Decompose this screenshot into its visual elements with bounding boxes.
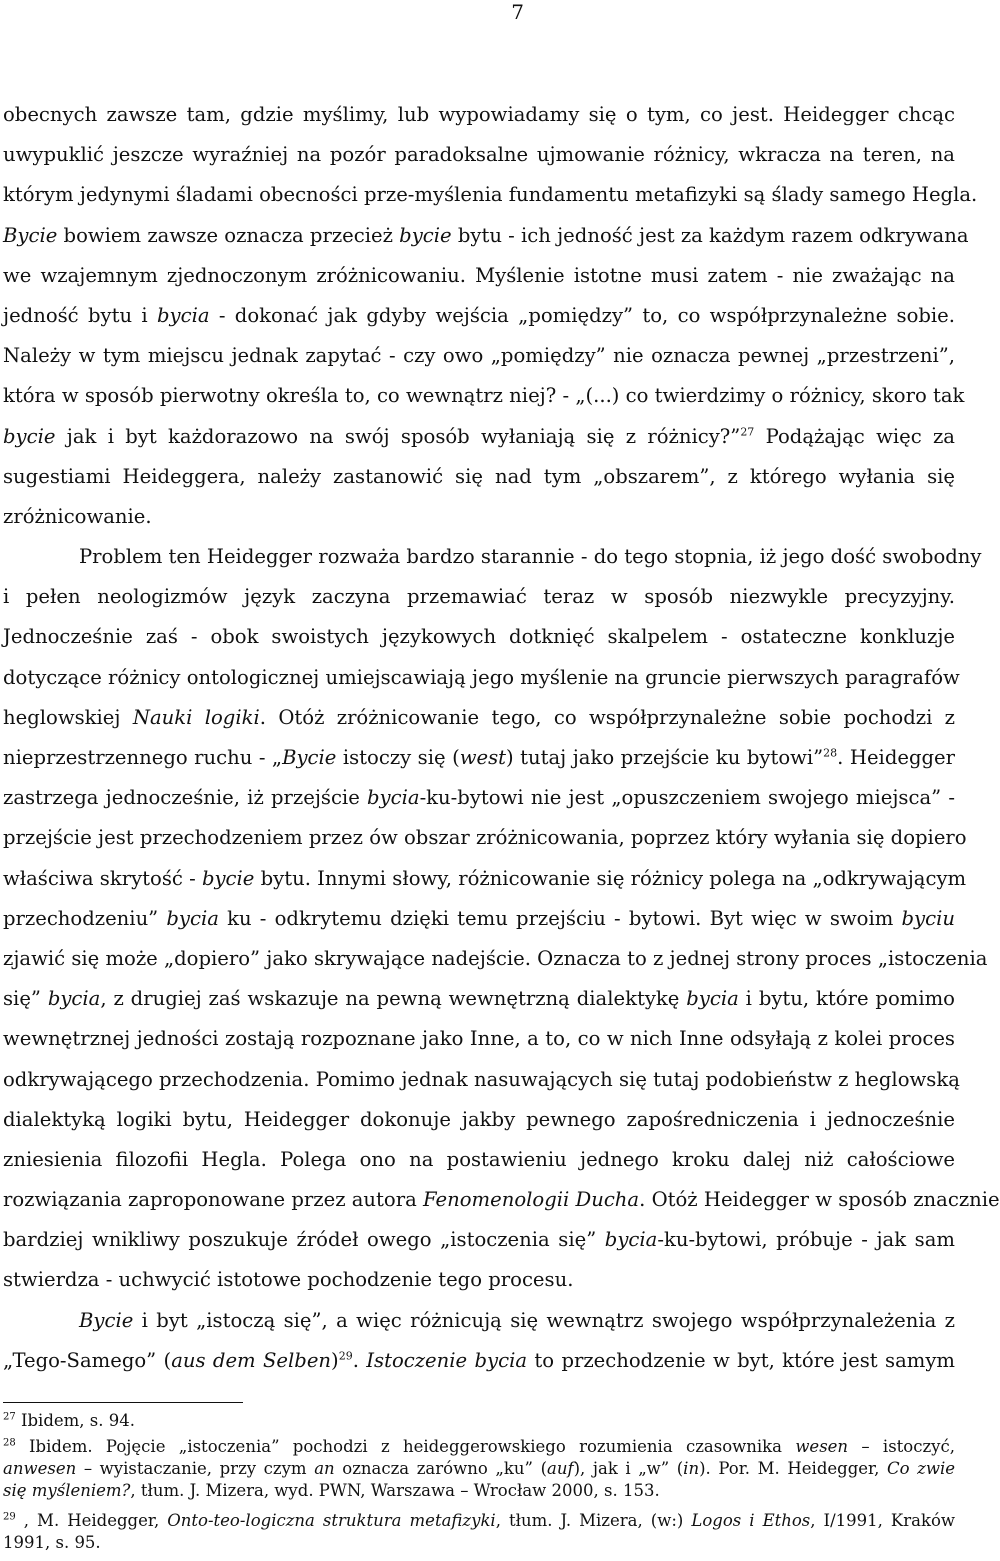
italic-term: bycia xyxy=(166,906,219,930)
text-line xyxy=(3,175,978,215)
italic-term: byciu xyxy=(901,906,955,930)
text-line xyxy=(3,216,969,256)
italic-term: bycia xyxy=(686,987,739,1011)
text-span: -ku-bytowi, próbuje - jak sam xyxy=(657,1228,955,1252)
text-span: ) tutaj jako przejście ku bytowi” xyxy=(506,746,824,769)
text-span: zastrzega jednocześnie, iż przejście xyxy=(3,786,368,810)
italic-term: Bycie xyxy=(282,746,337,769)
text-line xyxy=(3,577,955,617)
footnote-29 xyxy=(3,1510,955,1554)
text-line xyxy=(3,1180,1000,1220)
text-line xyxy=(3,1140,955,1180)
text-span: dotyczące różnicy ontologicznej umiejscawiają jego myślenie na gruncie pierwszych paragrafów xyxy=(3,665,960,689)
footnote-text: oznacza zarówno „ku” ( xyxy=(334,1459,548,1478)
text-span: wewnętrznej jedności zostają rozpoznane jako Inne, a to, co w nich Inne odsyłają z kolei proces xyxy=(3,1027,955,1051)
italic-term: auf xyxy=(547,1459,574,1478)
text-span: jedność bytu i xyxy=(3,303,157,327)
text-span: Problem ten Heidegger rozważa bardzo starannie - do tego stopnia, iż jego dość swobodny xyxy=(79,545,982,569)
text-span: zjawić się może „dopiero” jako skrywające nadejście. Oznacza to z jednej strony proces „istoczenia xyxy=(3,946,988,970)
footnote-separator xyxy=(3,1402,243,1403)
footnote-text: – wyistaczanie, przy czym xyxy=(76,1459,315,1478)
footnote-line xyxy=(3,1458,955,1480)
text-line xyxy=(3,1100,955,1140)
text-span: dialektyką logiki bytu, Heidegger dokonuje jakby pewnego zapośredniczenia i jednocześnie xyxy=(3,1107,955,1131)
italic-title: Nauki logiki xyxy=(132,705,260,729)
text-line xyxy=(3,296,955,336)
text-span: jak i byt każdorazowo na swój sposób wyłaniają się z różnicy?” xyxy=(55,424,741,448)
text-span: Podążając więc za xyxy=(754,424,955,448)
text-line xyxy=(3,135,955,175)
italic-term: Istoczenie bycia xyxy=(366,1348,528,1372)
text-span: bowiem zawsze oznacza przecież xyxy=(57,223,400,247)
text-line xyxy=(3,95,955,135)
text-line xyxy=(3,1260,955,1300)
text-line xyxy=(3,537,982,577)
text-span: którym jedynymi śladami obecności prze-myślenia fundamentu metafizyki są ślady samego Hegla. xyxy=(3,183,978,207)
main-text xyxy=(3,95,1000,1381)
italic-term: wesen xyxy=(795,1437,849,1456)
footnote-number: 28 xyxy=(3,1437,16,1449)
text-line xyxy=(3,899,955,939)
text-line xyxy=(3,497,955,537)
text-line xyxy=(3,1220,955,1260)
text-span: we wzajemnym zjednoczonym zróżnicowaniu. Myślenie istotne musi zatem - nie zważając na xyxy=(3,263,955,287)
footnote-text: , M. Heidegger, xyxy=(15,1511,168,1530)
italic-term: bycie xyxy=(3,424,56,448)
footnote-text: ). Por. M. Heidegger, xyxy=(699,1459,887,1478)
italic-title: Onto-teo-logiczna struktura metafizyki xyxy=(167,1511,496,1530)
text-span: nieprzestrzennego ruchu - „ xyxy=(3,746,283,769)
text-span: bardziej wnikliwy poszukuje źródeł owego „istoczenia się” xyxy=(3,1228,605,1252)
text-span: „Tego-Samego” ( xyxy=(3,1348,172,1372)
text-span: rozwiązania zaproponowane przez autora xyxy=(3,1188,423,1212)
italic-term: an xyxy=(314,1459,335,1478)
text-line xyxy=(3,417,955,457)
text-span: . Otóż Heidegger w sposób znacznie xyxy=(639,1188,1000,1212)
footnote-number: 29 xyxy=(3,1511,16,1523)
text-line xyxy=(3,457,955,497)
italic-title: się myśleniem? xyxy=(3,1481,131,1500)
text-span: się” xyxy=(3,987,48,1011)
italic-term: anwesen xyxy=(3,1459,77,1478)
text-line xyxy=(3,336,955,376)
footnote-line xyxy=(3,1410,955,1432)
text-span: która w sposób pierwotny określa to, co wewnątrz niej? - „(...) co twierdzimy o różnicy, skoro tak xyxy=(3,384,965,408)
italic-term: aus dem Selben xyxy=(171,1348,332,1372)
footnote-text: Ibidem. Pojęcie „istoczenia” pochodzi z heideggerowskiego rozumienia czasownika xyxy=(15,1437,796,1456)
text-span: przechodzeniu” xyxy=(3,906,167,930)
text-line xyxy=(3,818,967,858)
text-span: właściwa skrytość - xyxy=(3,866,202,890)
text-span: bytu - ich jedność jest za każdym razem odkrywana xyxy=(451,223,969,247)
text-line xyxy=(3,1019,955,1059)
italic-term: Bycie xyxy=(79,1308,134,1332)
text-line xyxy=(3,376,965,416)
text-line xyxy=(3,1341,955,1381)
italic-term: bycia xyxy=(47,987,101,1011)
italic-term: Bycie xyxy=(3,223,58,247)
text-span: ku - odkrytemu dzięki temu przejściu - bytowi. Byt więc w swoim xyxy=(218,906,902,930)
text-line xyxy=(3,859,967,899)
footnote-line xyxy=(3,1532,955,1554)
text-span: zróżnicowanie. xyxy=(3,504,152,528)
text-line xyxy=(3,256,955,296)
italic-term: in xyxy=(683,1459,700,1478)
footnote-ref[interactable]: 29 xyxy=(338,1349,353,1363)
text-span: stwierdza - uchwycić istotowe pochodzenie tego procesu. xyxy=(3,1268,574,1292)
text-span: istoczy się ( xyxy=(336,746,460,769)
text-span: heglowskiej xyxy=(3,705,133,729)
text-line xyxy=(3,617,955,657)
text-span: to przechodzenie w byt, które jest samym xyxy=(527,1348,955,1372)
text-span: , z drugiej zaś wskazuje na pewną wewnętrzną dialektykę xyxy=(100,987,687,1011)
text-span: obecnych zawsze tam, gdzie myślimy, lub wypowiadamy się o tym, co jest. Heidegger chcąc xyxy=(3,103,955,126)
italic-term: bycia xyxy=(157,303,210,327)
italic-term: bycie xyxy=(399,223,452,247)
text-line xyxy=(3,939,988,979)
footnote-line xyxy=(3,1480,955,1502)
footnote-28 xyxy=(3,1436,955,1502)
text-span: bytu. Innymi słowy, różnicowanie się różnicy polega na „odkrywającym xyxy=(254,866,967,890)
text-span: - dokonać jak gdyby wejścia „pomiędzy” to, co współprzynależne sobie. xyxy=(209,303,956,327)
footnote-ref[interactable]: 28 xyxy=(823,746,838,760)
italic-term: bycia xyxy=(367,786,420,810)
italic-title: Co zwie xyxy=(886,1459,955,1478)
text-line xyxy=(3,979,955,1019)
footnote-line xyxy=(3,1510,955,1532)
italic-title: Fenomenologii Ducha xyxy=(423,1188,640,1212)
italic-term: west xyxy=(459,746,507,769)
footnote-text: – istoczyć, xyxy=(848,1437,955,1456)
text-line xyxy=(3,738,955,778)
text-span: sugestiami Heideggera, należy zastanowić się nad tym „obszarem”, z którego wyłania się xyxy=(3,464,955,488)
footnote-number: 27 xyxy=(3,1411,16,1423)
footnote-text: Ibidem, s. 94. xyxy=(15,1411,135,1430)
text-span: -ku-bytowi nie jest „opuszczeniem swojego miejsca” - xyxy=(419,786,955,810)
text-line xyxy=(3,1301,955,1341)
italic-term: bycie xyxy=(201,866,255,890)
text-span: Należy w tym miejscu jednak zapytać - czy owo „pomiędzy” nie oznacza pewnej „przestrzeni”, xyxy=(3,344,955,368)
footnote-text: ), jak i „w” ( xyxy=(573,1459,684,1478)
footnote-text: , tłum. J. Mizera, wyd. PWN, Warszawa – Wrocław 2000, s. 153. xyxy=(130,1481,660,1500)
italic-term: bycia xyxy=(604,1228,658,1252)
text-span: odkrywającego przechodzenia. Pomimo jednak nasuwających się tutaj podobieństw z heglowską xyxy=(3,1067,960,1091)
footnote-text: , I/1991, Kraków xyxy=(810,1511,956,1530)
text-span: i bytu, które pomimo xyxy=(738,987,955,1011)
text-span: . xyxy=(352,1348,367,1372)
page-number: 7 xyxy=(511,0,524,24)
text-line xyxy=(3,1060,960,1100)
text-span: przejście jest przechodzeniem przez ów obszar zróżnicowania, poprzez który wyłania się dopiero xyxy=(3,826,967,850)
footnote-ref[interactable]: 27 xyxy=(740,424,755,438)
text-span: i pełen neologizmów język zaczyna przemawiać teraz w sposób niezwykle precyzyjny. xyxy=(3,585,955,609)
footnote-text: , tłum. J. Mizera, (w:) xyxy=(495,1511,692,1530)
text-span: Jednocześnie zaś - obok swoistych językowych dotknięć skalpelem - ostateczne konkluzje xyxy=(3,625,955,649)
text-span: i byt „istoczą się”, a więc różnicują się wewnątrz swojego współprzynależenia z xyxy=(133,1308,955,1332)
text-line xyxy=(3,698,955,738)
text-span: ) xyxy=(331,1348,339,1372)
text-span: . Heidegger xyxy=(837,746,956,769)
text-span: zniesienia filozofii Hegla. Polega ono na postawieniu jednego kroku dalej niż całościowe xyxy=(3,1147,955,1171)
footnote-27 xyxy=(3,1410,955,1432)
text-line xyxy=(3,778,955,818)
text-line xyxy=(3,658,960,698)
footnote-line xyxy=(3,1436,955,1458)
text-span: uwypuklić jeszcze wyraźniej na pozór paradoksalne ujmowanie różnicy, wkracza na teren, na xyxy=(3,143,955,167)
footnote-text: 1991, s. 95. xyxy=(3,1533,101,1552)
italic-title: Logos i Ethos xyxy=(691,1511,811,1530)
text-span: . Otóż zróżnicowanie tego, co współprzynależne sobie pochodzi z xyxy=(259,705,956,729)
